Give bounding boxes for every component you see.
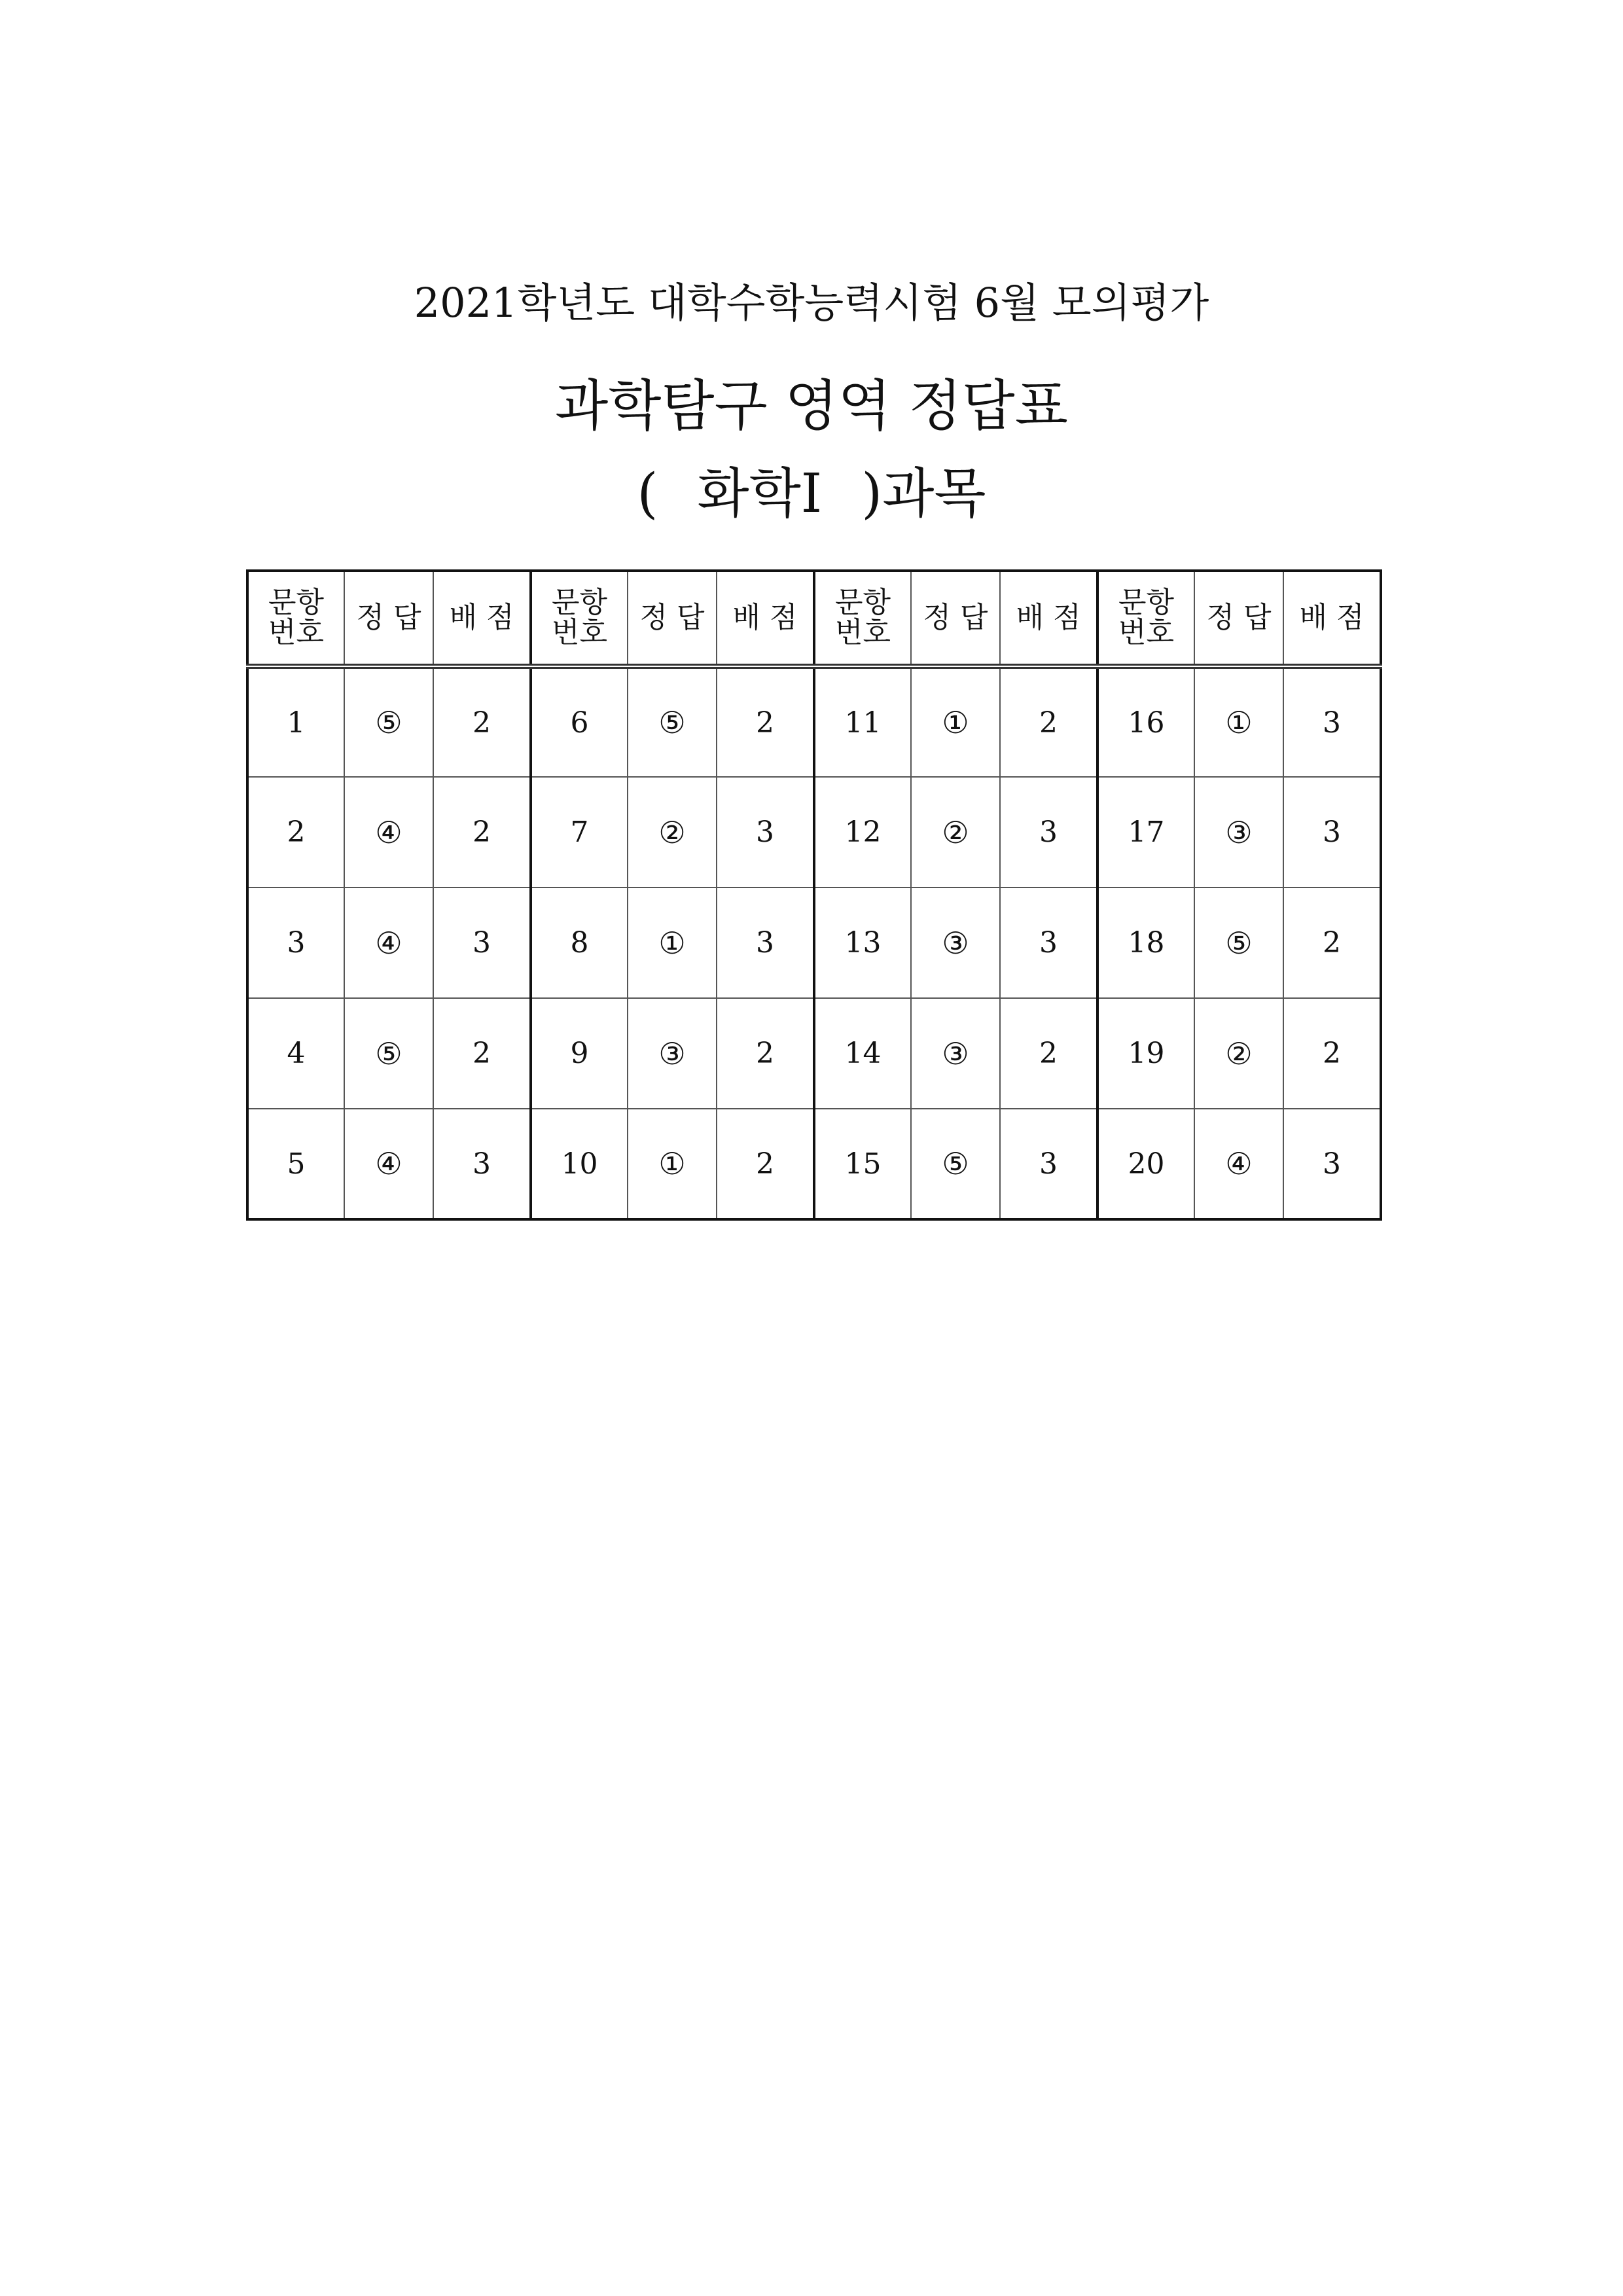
points-value: 2 [1283, 998, 1381, 1109]
question-number: 11 [814, 666, 911, 777]
points-value: 2 [717, 666, 814, 777]
question-number: 20 [1097, 1109, 1194, 1219]
points-value: 3 [1000, 777, 1097, 888]
question-number: 12 [814, 777, 911, 888]
points-value: 2 [717, 998, 814, 1109]
answer-choice: ④ [1194, 1109, 1283, 1219]
question-number: 16 [1097, 666, 1194, 777]
points-value: 3 [1283, 666, 1381, 777]
header-answer: 정 답 [1194, 571, 1283, 666]
question-number: 3 [247, 888, 344, 998]
points-value: 3 [1283, 777, 1381, 888]
exam-title: 2021학년도 대학수학능력시험 6월 모의평가 [414, 279, 1209, 327]
question-number: 7 [531, 777, 628, 888]
header-points: 배 점 [1283, 571, 1381, 666]
header-question-number: 문항 번호 [1097, 571, 1194, 666]
question-number: 15 [814, 1109, 911, 1219]
answer-choice: ⑤ [1194, 888, 1283, 998]
question-number: 8 [531, 888, 628, 998]
header-answer: 정 답 [628, 571, 717, 666]
points-value: 2 [433, 666, 531, 777]
points-value: 2 [1000, 998, 1097, 1109]
header-points: 배 점 [717, 571, 814, 666]
header-row [247, 571, 1381, 666]
points-value: 3 [717, 888, 814, 998]
question-number: 6 [531, 666, 628, 777]
subject-paren-open: ( [637, 463, 658, 525]
subject-paren-close: )과목 [861, 463, 986, 525]
question-number: 14 [814, 998, 911, 1109]
answer-choice: ② [911, 777, 1000, 888]
answer-choice: ① [628, 888, 717, 998]
answer-choice: ⑤ [911, 1109, 1000, 1219]
question-number: 13 [814, 888, 911, 998]
points-value: 3 [1283, 1109, 1381, 1219]
answer-choice: ② [628, 777, 717, 888]
answer-choice: ① [628, 1109, 717, 1219]
header-answer: 정 답 [911, 571, 1000, 666]
table-row [247, 777, 1381, 888]
points-value: 2 [717, 1109, 814, 1219]
question-number: 17 [1097, 777, 1194, 888]
subject-line [0, 458, 1623, 530]
table-row [247, 888, 1381, 998]
points-value: 2 [1283, 888, 1381, 998]
answer-choice: ③ [911, 998, 1000, 1109]
header-points: 배 점 [1000, 571, 1097, 666]
question-number: 19 [1097, 998, 1194, 1109]
answer-choice: ③ [1194, 777, 1283, 888]
answer-choice: ③ [628, 998, 717, 1109]
answer-choice: ④ [344, 888, 433, 998]
answer-choice: ① [911, 666, 1000, 777]
points-value: 3 [1000, 888, 1097, 998]
question-number: 5 [247, 1109, 344, 1219]
answer-choice: ⑤ [344, 666, 433, 777]
answer-sheet-title: 과학탐구 영역 정답표 [555, 374, 1068, 438]
answer-choice: ⑤ [628, 666, 717, 777]
table-row [247, 1109, 1381, 1219]
header-answer: 정 답 [344, 571, 433, 666]
answer-choice: ④ [344, 777, 433, 888]
header-question-number: 문항 번호 [814, 571, 911, 666]
subject-name: 화학Ⅰ [697, 463, 823, 525]
points-value: 3 [1000, 1109, 1097, 1219]
points-value: 2 [1000, 666, 1097, 777]
answer-table [246, 569, 1382, 1221]
answer-choice: ② [1194, 998, 1283, 1109]
points-value: 2 [433, 777, 531, 888]
points-value: 3 [433, 888, 531, 998]
question-number: 4 [247, 998, 344, 1109]
table-row [247, 998, 1381, 1109]
question-number: 1 [247, 666, 344, 777]
points-value: 3 [433, 1109, 531, 1219]
question-number: 2 [247, 777, 344, 888]
answer-choice: ③ [911, 888, 1000, 998]
header-points: 배 점 [433, 571, 531, 666]
points-value: 3 [717, 777, 814, 888]
header-question-number: 문항 번호 [531, 571, 628, 666]
table-row [247, 666, 1381, 777]
question-number: 10 [531, 1109, 628, 1219]
question-number: 9 [531, 998, 628, 1109]
answer-choice: ④ [344, 1109, 433, 1219]
answer-choice: ⑤ [344, 998, 433, 1109]
header-question-number: 문항 번호 [247, 571, 344, 666]
answer-choice: ① [1194, 666, 1283, 777]
points-value: 2 [433, 998, 531, 1109]
question-number: 18 [1097, 888, 1194, 998]
